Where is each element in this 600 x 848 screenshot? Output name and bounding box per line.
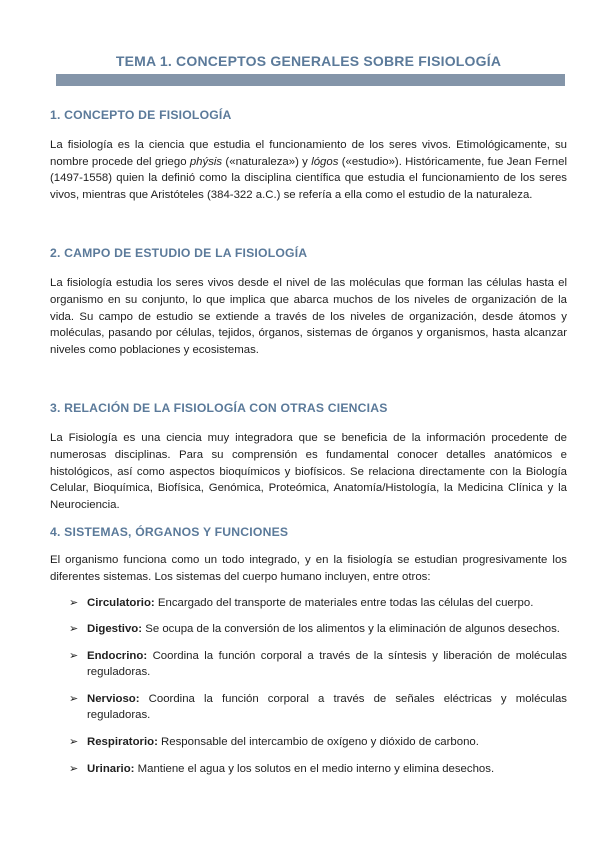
arrow-bullet-icon: ➢ (69, 623, 79, 636)
list-item-text: Responsable del intercambio de oxígeno y dióxido de carbono. (157, 736, 479, 749)
list-item-text: Se ocupa de la conversión de los alimentos y la eliminación de algunos desechos. (142, 623, 560, 636)
section-1-term-physis: phýsis (189, 155, 223, 168)
list-item (50, 648, 567, 681)
section-1-paragraph (50, 137, 567, 203)
list-item (50, 595, 567, 612)
arrow-bullet-icon: ➢ (69, 762, 79, 775)
section-1-heading: 1. CONCEPTO DE FISIOLOGÍA (50, 108, 232, 122)
section-3-paragraph: La Fisiología es una ciencia muy integradora que se beneficia de la información procedente de numerosas disciplinas. Para su comprensión es fundamental conocer detalles anatómicos e histológicos, así como aspectos bioquímicos y biofísicos. Se relaciona directamente con la Biología Celular, Bioquímica, Biofísica, Genómica, Proteómica, Anatomía/Histología, la Medicina Clínica y la Neurociencia. (50, 432, 567, 511)
list-item-text: Coordina la función corporal a través de la síntesis y liberación de moléculas reguladoras. (87, 649, 567, 679)
section-4-paragraph: El organismo funciona como un todo integrado, y en la fisiología se estudian progresivamente los diferentes sistemas. Los sistemas del cuerpo humano incluyen, entre otros: (50, 554, 567, 583)
list-item-term: Circulatorio: (87, 596, 155, 609)
section-1-text-c: («estudio»). Históricamente, fue Jean Fernel (1497-1558) quien la definió como la disciplina científica que estudia el funcionamiento de los seres vivos, mientras que Aristóteles (384-322 a.C.) se refería a ella como el estudio de la naturaleza. (50, 155, 568, 201)
list-item-term: Nervioso: (87, 692, 140, 705)
list-item-term: Endocrino: (87, 649, 148, 662)
arrow-bullet-icon: ➢ (69, 596, 79, 609)
arrow-bullet-icon: ➢ (69, 736, 79, 749)
section-1-text-a: La fisiología es la ciencia que estudia el funcionamiento de los seres vivos. Etimológicamente, su nombre procede del griego (50, 139, 567, 168)
systems-list (50, 595, 567, 778)
document-title: TEMA 1. CONCEPTOS GENERALES SOBRE FISIOLOGÍA (115, 53, 502, 69)
arrow-bullet-icon: ➢ (69, 649, 79, 662)
list-item (50, 734, 567, 751)
section-3-heading: 3. RELACIÓN DE LA FISIOLOGÍA CON OTRAS CIENCIAS (50, 401, 388, 416)
list-item-text: Mantiene el agua y los solutos en el medio interno y elimina desechos. (134, 762, 495, 775)
arrow-bullet-icon: ➢ (69, 692, 79, 705)
section-2-paragraph: La fisiología estudia los seres vivos desde el nivel de las moléculas que forman las células hasta el organismo en su conjunto, lo que implica que abarca muchos de los niveles de organización de la vida. Su campo de estudio se extiende a través de los niveles de organización, desde átomos y moléculas, pasando por células, tejidos, órganos, sistemas de órganos y organismos, hasta alcanzar niveles como poblaciones y ecosistemas. (50, 277, 567, 356)
list-item-term: Urinario: (87, 762, 135, 775)
title-underline-bar (56, 74, 565, 86)
list-item-text: Coordina la función corporal a través de señales eléctricas y moléculas reguladoras. (87, 692, 567, 722)
list-item-text: Encargado del transporte de materiales entre todas las células del cuerpo. (154, 596, 534, 609)
section-2-heading: 2. CAMPO DE ESTUDIO DE LA FISIOLOGÍA (50, 246, 308, 261)
section-4-heading: 4. SISTEMAS, ÓRGANOS Y FUNCIONES (50, 525, 289, 540)
list-item (50, 691, 567, 724)
section-1-term-logos: lógos (311, 155, 339, 168)
list-item (50, 621, 567, 638)
list-item-term: Digestivo: (87, 623, 143, 636)
list-item-term: Respiratorio: (87, 736, 158, 749)
section-1-text-b: («naturaleza») y (222, 155, 312, 168)
list-item (50, 761, 567, 778)
